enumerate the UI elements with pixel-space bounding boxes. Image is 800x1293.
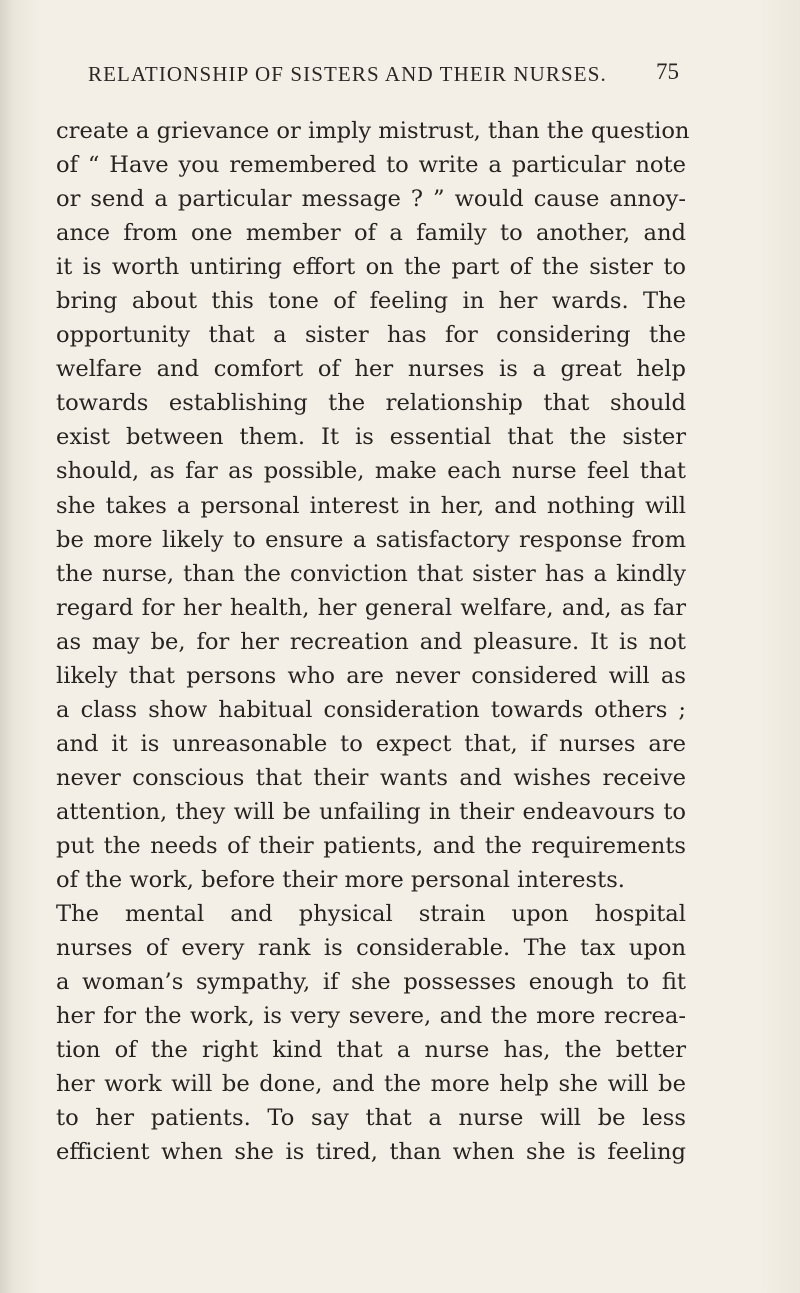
text-line: should, as far as possible, make each nurse feel that bbox=[56, 458, 686, 485]
text-line: and it is unreasonable to expect that, if nurses are bbox=[56, 730, 686, 757]
text-line: to her patients. To say that a nurse will be less bbox=[56, 1105, 686, 1132]
text-line: or send a particular message ? ” would cause annoy- bbox=[56, 186, 686, 213]
text-line: as may be, for her recreation and pleasure. It is not bbox=[56, 628, 686, 655]
text-line: likely that persons who are never considered will as bbox=[56, 662, 686, 689]
text-line: of “ Have you remembered to write a particular note bbox=[56, 152, 686, 179]
text-line: her for the work, is very severe, and the more recrea- bbox=[56, 1003, 686, 1030]
text-line: opportunity that a sister has for considering the bbox=[56, 322, 686, 349]
text-line: create a grievance or imply mistrust, than the question bbox=[56, 118, 690, 144]
text-line: a class show habitual consideration towards others ; bbox=[56, 696, 686, 723]
text-line: The mental and physical strain upon hospital bbox=[56, 901, 686, 928]
text-line: be more likely to ensure a satisfactory response from bbox=[56, 526, 686, 553]
text-line: of the work, before their more personal interests. bbox=[56, 867, 625, 894]
text-line: a woman’s sympathy, if she possesses enough to fit bbox=[56, 969, 686, 996]
page-number: 75 bbox=[656, 59, 679, 84]
text-line: exist between them. It is essential that the sister bbox=[56, 424, 686, 451]
text-line: it is worth untiring effort on the part of the sister to bbox=[56, 254, 686, 281]
text-line: never conscious that their wants and wishes receive bbox=[56, 764, 686, 791]
text-line: put the needs of their patients, and the requirements bbox=[56, 832, 686, 859]
text-line: ance from one member of a family to another, and bbox=[56, 220, 686, 247]
text-line: the nurse, than the conviction that sister has a kindly bbox=[56, 560, 686, 587]
text-line: welfare and comfort of her nurses is a great help bbox=[56, 356, 686, 383]
text-line: attention, they will be unfailing in their endeavours to bbox=[56, 798, 686, 825]
text-line: efficient when she is tired, than when she is feeling bbox=[56, 1139, 686, 1166]
running-head: RELATIONSHIP OF SISTERS AND THEIR NURSES. bbox=[88, 62, 607, 86]
text-line: bring about this tone of feeling in her wards. The bbox=[56, 288, 686, 315]
text-line: nurses of every rank is considerable. The tax upon bbox=[56, 935, 686, 962]
text-line: tion of the right kind that a nurse has, the better bbox=[56, 1037, 686, 1064]
body-text bbox=[56, 114, 690, 1169]
text-line: regard for her health, her general welfare, and, as far bbox=[56, 594, 686, 621]
text-line: towards establishing the relationship that should bbox=[56, 390, 686, 417]
text-line: her work will be done, and the more help she will be bbox=[56, 1071, 686, 1098]
text-line: she takes a personal interest in her, and nothing will bbox=[56, 492, 686, 519]
